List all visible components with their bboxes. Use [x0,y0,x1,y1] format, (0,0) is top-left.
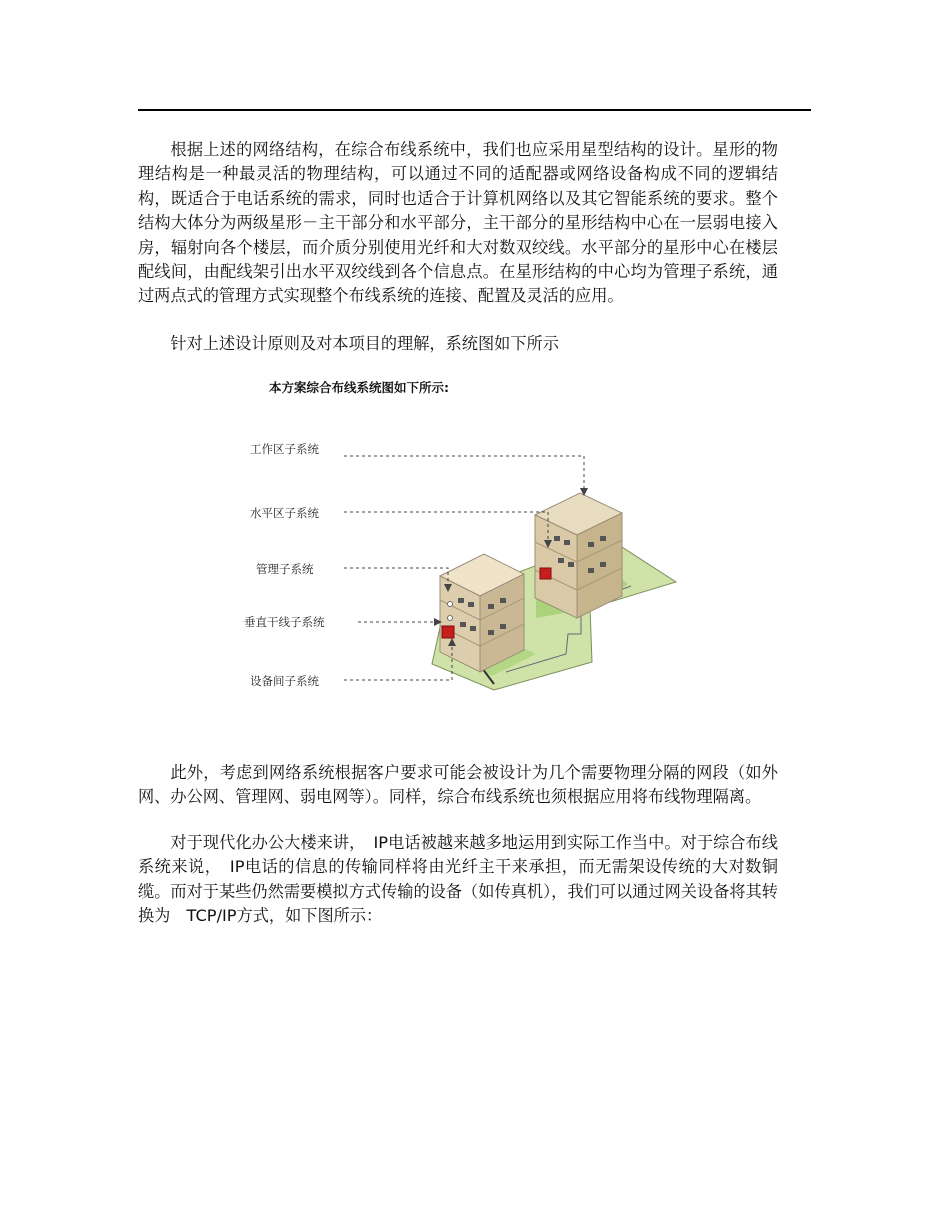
label-work-area-subsystem: 工作区子系统 [250,442,319,456]
label-equipment-room-subsystem: 设备间子系统 [250,674,319,688]
paragraph-system-diagram-intro: 针对上述设计原则及对本项目的理解，系统图如下所示 [170,334,559,353]
label-management-subsystem: 管理子系统 [256,562,314,576]
equipment-cabinet-right [540,568,551,579]
cabling-system-diagram [236,372,716,732]
equipment-cabinet-left [442,626,454,638]
header-rule [138,109,811,111]
diagram-title: 本方案综合布线系统图如下所示: [269,380,449,395]
paragraph-network-segmentation: 此外，考虑到网络系统根据客户要求可能会被设计为几个需要物理分隔的网段（如外网、办公网、管理网、弱电网等）。同样，综合布线系统也须根据应用将布线物理隔离。 [138,763,778,807]
label-horizontal-subsystem: 水平区子系统 [250,506,319,520]
paragraph-star-structure: 根据上述的网络结构，在综合布线系统中，我们也应采用星型结构的设计。星形的物理结构是一种最灵活的物理结构，可以通过不同的适配器或网络设备构成不同的逻辑结构，既适合于电话系统的需求，同时也适合于计算机网络以及其它智能系统的要求。整个结构大体分为两级星形－主干部分和水平部分，主干部分的星形结构中心在一层弱电接入房，辐射向各个楼层，而介质分别使用光纤和大对数双绞线。水平部分的星形中心在楼层配线间，由配线架引出水平双绞线到各个信息点。在星形结构的中心均为管理子系统，通过两点式的管理方式实现整个布线系统的连接、配置及灵活的应用。 [138,140,778,306]
paragraph-ip-phone: 对于现代化办公大楼来讲， IP电话被越来越多地运用到实际工作当中。对于综合布线系统来说， IP电话的信息的传输同样将由光纤主干来承担，而无需架设传统的大对数铜缆。而对于某些仍然需要模拟方式传输的设备（如传真机），我们可以通过网关设备将其转换为 TCP/IP方式，如下图所示： [138,833,778,926]
label-vertical-backbone-subsystem: 垂直干线子系统 [244,615,325,629]
